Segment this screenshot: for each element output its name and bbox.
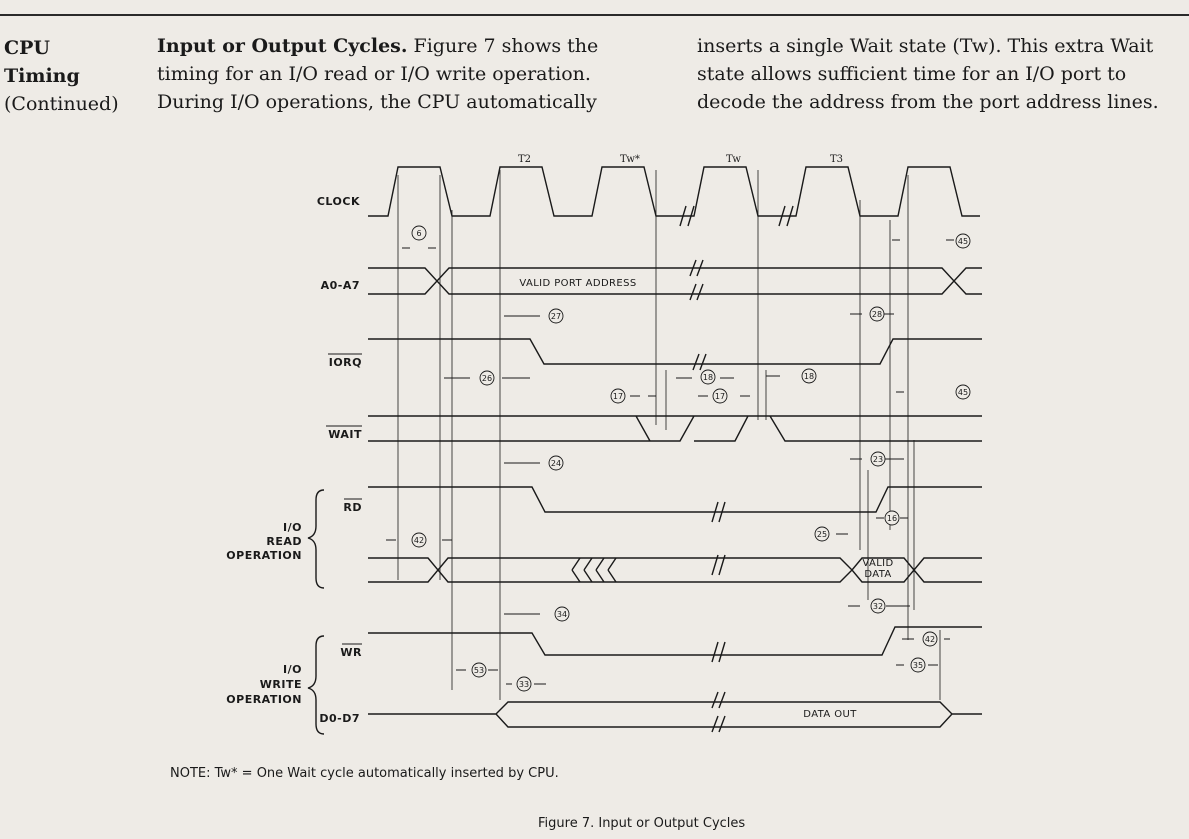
- wr-waveform: [368, 627, 982, 655]
- sidehead-line1: CPU: [4, 37, 50, 59]
- param-label: 33: [518, 680, 530, 689]
- sidehead-line3: (Continued): [4, 93, 119, 115]
- data-out-bus: [368, 702, 982, 727]
- param-label: 24: [550, 459, 562, 468]
- signal-address: A0-A7: [320, 279, 360, 292]
- sidehead-line2: Timing: [4, 65, 80, 87]
- state-t3: T3: [830, 154, 844, 165]
- param-label: 26: [481, 374, 493, 383]
- group-read-1: I/O: [283, 521, 302, 534]
- param-label: 23: [872, 455, 884, 464]
- state-tw-star: Tw*: [620, 154, 640, 165]
- bus-valid-label-2: DATA: [864, 569, 892, 580]
- signal-rd: RD: [343, 501, 362, 514]
- param-label: 27: [550, 312, 562, 321]
- figure-caption: Figure 7. Input or Output Cycles: [538, 816, 746, 831]
- param-label: 42: [924, 635, 936, 644]
- param-label: 18: [803, 372, 815, 381]
- group-write-3: OPERATION: [226, 693, 302, 706]
- col2-line: decode the address from the port address lines.: [697, 91, 1159, 113]
- param-label: 45: [957, 237, 969, 246]
- paragraph-lead: Input or Output Cycles.: [157, 35, 408, 57]
- group-read-2: READ: [266, 535, 302, 548]
- read-brace: [308, 490, 324, 588]
- state-tw: Tw: [726, 154, 741, 165]
- break-marks: [680, 206, 793, 732]
- col2-line: state allows sufficient time for an I/O port to: [697, 63, 1127, 85]
- signal-clock: CLOCK: [316, 195, 360, 208]
- param-label: 17: [714, 392, 726, 401]
- group-write-1: I/O: [283, 663, 302, 676]
- signal-data: D0-D7: [319, 712, 360, 725]
- col1-text: During I/O operations, the CPU automatically: [157, 91, 597, 113]
- param-label: 16: [886, 514, 898, 523]
- state-t2: T2: [518, 154, 532, 165]
- param-label: 35: [912, 661, 924, 670]
- clock-waveform: [368, 167, 980, 216]
- param-label: 42: [413, 536, 425, 545]
- bus-data-out-label: DATA OUT: [803, 709, 857, 720]
- bus-address-label: VALID PORT ADDRESS: [519, 278, 637, 289]
- col1-text: timing for an I/O read or I/O write operation.: [157, 63, 591, 85]
- col1-text: Figure 7 shows the: [407, 35, 599, 57]
- param-label: 34: [556, 610, 568, 619]
- param-label: 32: [872, 602, 884, 611]
- param-label: 17: [612, 392, 624, 401]
- footnote: NOTE: Tw* = One Wait cycle automatically inserted by CPU.: [170, 766, 559, 781]
- param-label: 28: [871, 310, 883, 319]
- group-write-2: WRITE: [259, 678, 302, 691]
- signal-iorq: IORQ: [328, 356, 362, 369]
- group-read-3: OPERATION: [226, 549, 302, 562]
- signal-wr: WR: [340, 646, 362, 659]
- param-label: 6: [416, 229, 422, 238]
- hatch-marks: [572, 558, 616, 582]
- col2-line: inserts a single Wait state (Tw). This extra Wait: [697, 35, 1154, 57]
- bus-valid-label-1: VALID: [862, 558, 894, 569]
- param-label: 18: [702, 373, 714, 382]
- param-label: 25: [816, 530, 828, 539]
- param-label: 45: [957, 388, 969, 397]
- param-label: 53: [473, 666, 485, 675]
- signal-wait: WAIT: [328, 428, 362, 441]
